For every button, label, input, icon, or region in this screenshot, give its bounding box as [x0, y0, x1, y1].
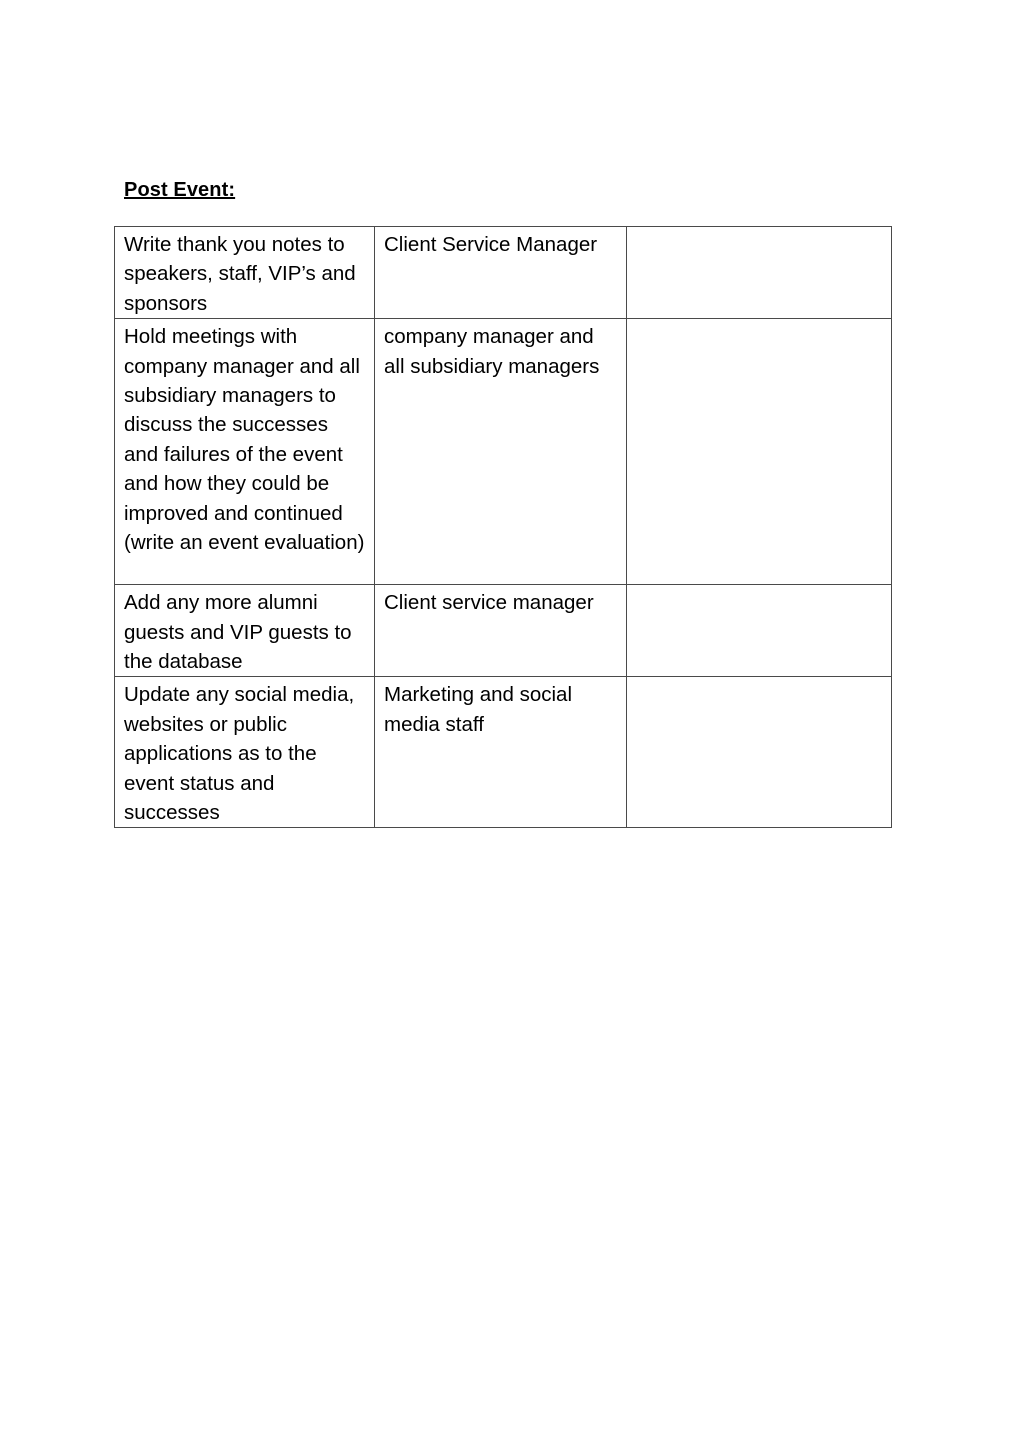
responsible-text: company manager and all subsidiary managers — [384, 325, 600, 378]
task-text: Update any social media, websites or public applications as to the event status and successes — [124, 683, 355, 825]
task-text: Write thank you notes to speakers, staff, VIP’s and sponsors — [124, 233, 356, 315]
responsible-text: Client service manager — [384, 591, 594, 615]
task-cell — [115, 227, 375, 319]
task-cell — [115, 677, 375, 828]
table-row — [115, 227, 892, 319]
responsible-text: Marketing and social media staff — [384, 683, 573, 736]
notes-cell — [627, 319, 892, 585]
table-row — [115, 677, 892, 828]
section-heading: Post Event: — [124, 179, 236, 201]
table-row — [115, 585, 892, 677]
responsible-cell — [375, 585, 627, 677]
post-event-task-table — [114, 226, 892, 828]
task-text: Hold meetings with company manager and all subsidiary managers to discuss the successes and failures of the event and how they could be improved and continued (write an event evaluation) — [124, 325, 365, 555]
notes-cell — [627, 227, 892, 319]
responsible-cell — [375, 677, 627, 828]
responsible-cell — [375, 227, 627, 319]
table-row — [115, 319, 892, 585]
task-cell — [115, 585, 375, 677]
task-cell — [115, 319, 375, 585]
responsible-cell — [375, 319, 627, 585]
notes-cell — [627, 677, 892, 828]
task-text: Add any more alumni guests and VIP guests to the database — [124, 591, 352, 674]
responsible-text: Client Service Manager — [384, 233, 598, 256]
notes-cell — [627, 585, 892, 677]
